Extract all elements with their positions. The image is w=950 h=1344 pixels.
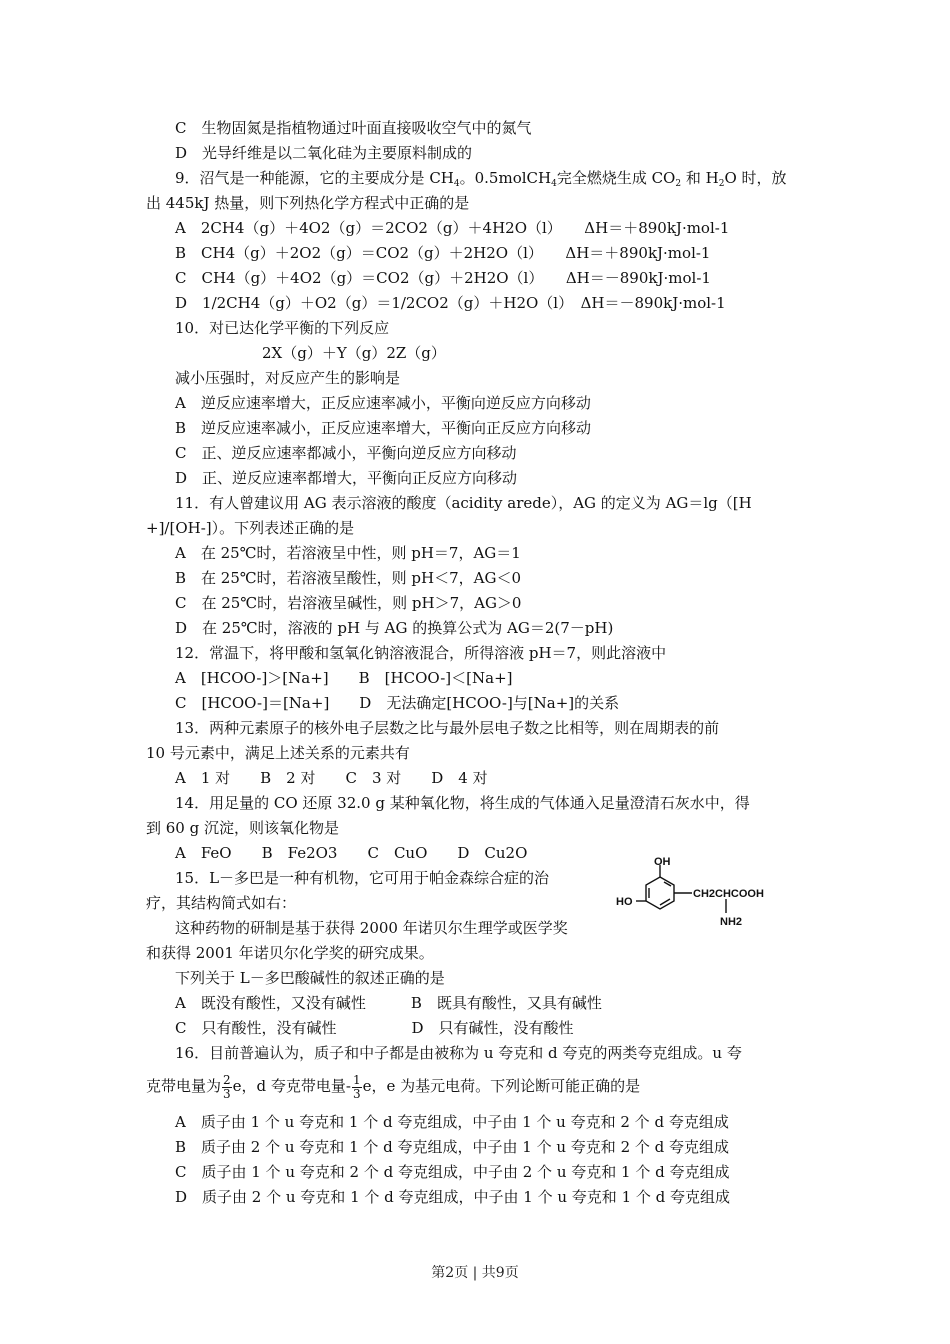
q10-stem: 10．对已达化学平衡的下列反应 bbox=[175, 319, 390, 337]
q10-option-b: B 逆反应速率减小，正反应速率增大，平衡向正反应方向移动 bbox=[175, 419, 592, 437]
page-footer: 第2页 | 共9页 bbox=[431, 1265, 519, 1281]
q11-option-c: C 在 25℃时，岩溶液呈碱性，则 pH＞7，AG＞0 bbox=[175, 594, 522, 612]
q9-option-c: C CH4（g）＋4O2（g）＝CO2（g）＋2H2O（l） ΔH＝－890kJ·mol-1 bbox=[175, 269, 711, 287]
q11-stem-line2: +]/[OH-]）。下列表述正确的是 bbox=[146, 519, 355, 537]
q9-stem: 9．沼气是一种能源，它的主要成分是 $CH_4$。0.5molCH$_4$完全燃烧生成 $CO_2$ 和 $H_2O$ 时，放 bbox=[175, 169, 787, 189]
q15-question: 下列关于 L－多巴酸碱性的叙述正确的是 bbox=[175, 969, 445, 987]
q10-equation: 2X（g）＋Y（g）2Z（g） bbox=[262, 344, 446, 362]
q11-stem: 11．有人曾建议用 AG 表示溶液的酸度（acidity arede），AG 的定义为 AG＝lg（[H bbox=[175, 494, 752, 512]
q10-option-c: C 正、逆反应速率都减小，平衡向逆反应方向移动 bbox=[175, 444, 517, 462]
q10-option-d: D 正、逆反应速率都增大，平衡向正反应方向移动 bbox=[175, 469, 518, 487]
q13-options: A 1 对 B 2 对 C 3 对 D 4 对 bbox=[175, 769, 488, 787]
q13-stem: 13．两种元素原子的核外电子层数之比与最外层电子数之比相等，则在周期表的前 bbox=[175, 719, 720, 737]
q10-question: 减小压强时，对反应产生的影响是 bbox=[175, 369, 401, 387]
q14-stem: 14．用足量的 CO 还原 32.0 g 某种氧化物，将生成的气体通入足量澄清石灰水中，得 bbox=[175, 794, 750, 812]
q15-options-cd: C 只有酸性，没有碱性 D 只有碱性，没有酸性 bbox=[175, 1019, 574, 1037]
q9-stem-line2: 出 445kJ 热量，则下列热化学方程式中正确的是 bbox=[146, 194, 470, 212]
q12-options-ab: A [HCOO-]＞[Na+] B [HCOO-]＜[Na+] bbox=[175, 669, 513, 687]
q11-option-d: D 在 25℃时，溶液的 pH 与 AG 的换算公式为 AG＝2(7－pH) bbox=[175, 619, 614, 637]
q9-option-a: A 2CH4（g）＋4O2（g）＝2CO2（g）＋4H2O（l） ΔH＝＋890kJ·mol-1 bbox=[175, 219, 730, 237]
q15-options-ab: A 既没有酸性，又没有碱性 B 既具有酸性，又具有碱性 bbox=[175, 994, 602, 1012]
q9-option-d: D 1/2CH4（g）＋O2（g）＝1/2CO2（g）＋H2O（l） ΔH＝－890kJ·mol-1 bbox=[175, 294, 726, 312]
q16-option-d: D 质子由 2 个 u 夸克和 1 个 d 夸克组成，中子由 1 个 u 夸克和 1 个 d 夸克组成 bbox=[175, 1188, 731, 1206]
q15-stem-line3: 这种药物的研制是基于获得 2000 年诺贝尔生理学或医学奖 bbox=[175, 919, 568, 937]
l-dopa-structure-diagram bbox=[612, 855, 792, 935]
q16-stem: 16．目前普遍认为，质子和中子都是由被称为 u 夸克和 d 夸克的两类夸克组成。u 夸 bbox=[175, 1044, 742, 1062]
q9-option-b: B CH4（g）＋2O2（g）＝CO2（g）＋2H2O（l） ΔH＝＋890kJ·mol-1 bbox=[175, 244, 711, 262]
q12-options-cd: C [HCOO-]＝[Na+] D 无法确定[HCOO-]与[Na+]的关系 bbox=[175, 694, 620, 712]
line-d-optical-fiber: D 光导纤维是以二氧化硅为主要原料制成的 bbox=[175, 144, 473, 162]
line-c-nitrogen: C 生物固氮是指植物通过叶面直接吸收空气中的氮气 bbox=[175, 119, 532, 137]
q10-option-a: A 逆反应速率增大，正反应速率减小，平衡向逆反应方向移动 bbox=[175, 394, 591, 412]
oh-label: OH bbox=[654, 856, 671, 868]
q15-stem: 15．L－多巴是一种有机物，它可用于帕金森综合症的治 bbox=[175, 869, 550, 887]
q13-stem-line2: 10 号元素中，满足上述关系的元素共有 bbox=[146, 744, 410, 762]
q15-stem-line2: 疗，其结构简式如右： bbox=[146, 894, 297, 912]
q14-options: A FeO B Fe2O3 C CuO D Cu2O bbox=[175, 844, 528, 862]
ho-label: HO bbox=[616, 896, 633, 908]
q14-stem-line2: 到 60 g 沉淀，则该氧化物是 bbox=[146, 819, 339, 837]
q16-option-b: B 质子由 2 个 u 夸克和 1 个 d 夸克组成，中子由 1 个 u 夸克和 2 个 d 夸克组成 bbox=[175, 1138, 730, 1156]
q16-option-a: A 质子由 1 个 u 夸克和 1 个 d 夸克组成，中子由 1 个 u 夸克和 2 个 d 夸克组成 bbox=[175, 1113, 729, 1131]
q16-option-c: C 质子由 1 个 u 夸克和 2 个 d 夸克组成，中子由 2 个 u 夸克和 1 个 d 夸克组成 bbox=[175, 1163, 730, 1181]
nh2-label: NH2 bbox=[720, 916, 743, 928]
q16-stem-line2: 克带电量为 $\frac{2}{3}$ e，d 夸克带电量- $\frac{1}{3}$ e，e 为基元电荷。下列论断可能正确的是 bbox=[146, 1072, 641, 1101]
fraction-one-third: $\frac{1}{3}$ bbox=[352, 1072, 361, 1101]
chain-label: CH2CHCOOH bbox=[693, 888, 764, 900]
q11-option-a: A 在 25℃时，若溶液呈中性，则 pH＝7，AG＝1 bbox=[175, 544, 521, 562]
q12-stem: 12．常温下，将甲酸和氢氧化钠溶液混合，所得溶液 pH＝7，则此溶液中 bbox=[175, 644, 667, 662]
q15-stem-line4: 和获得 2001 年诺贝尔化学奖的研究成果。 bbox=[146, 944, 434, 962]
fraction-two-thirds: $\frac{2}{3}$ bbox=[223, 1072, 231, 1101]
q11-option-b: B 在 25℃时，若溶液呈酸性，则 pH＜7，AG＜0 bbox=[175, 569, 522, 587]
